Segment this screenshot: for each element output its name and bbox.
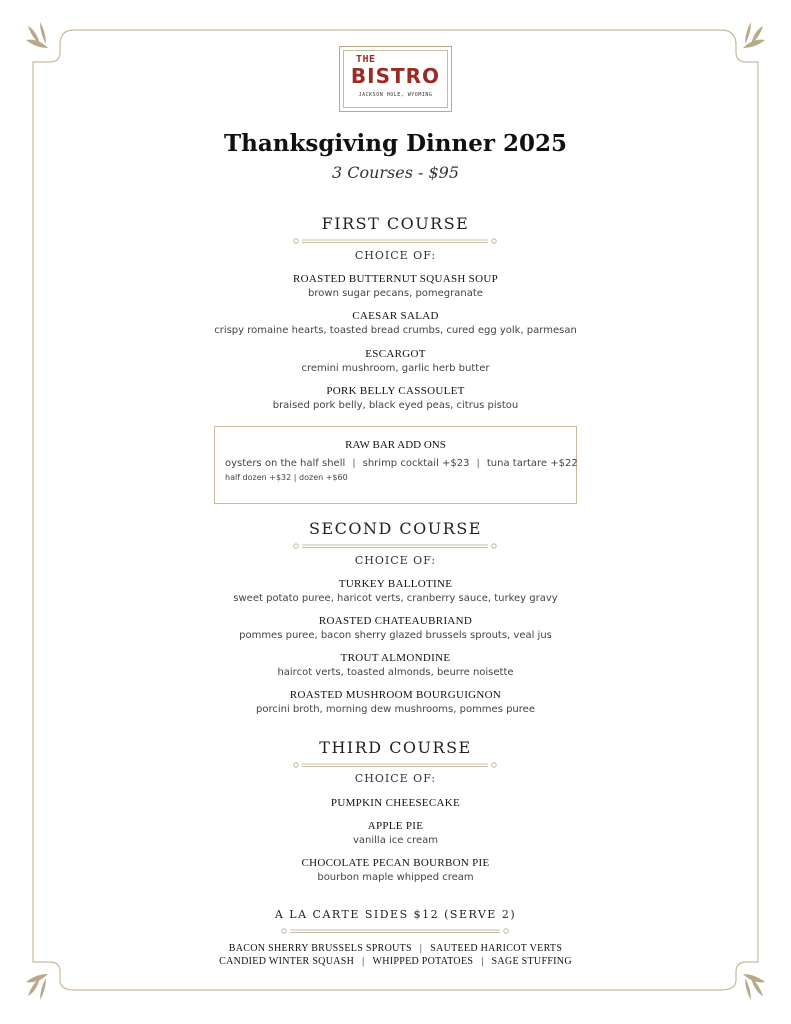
raw-bar-note: half dozen +$32 | dozen +$60 — [225, 473, 348, 482]
page-subtitle: 3 Courses - $95 — [331, 163, 460, 182]
dish-name: ESCARGOT — [365, 348, 426, 360]
dish-description: cremini mushroom, garlic herb butter — [301, 363, 490, 374]
raw-bar-item: oysters on the half shell — [225, 458, 346, 469]
separator: | — [481, 956, 484, 967]
separator: | — [419, 943, 423, 954]
separator: | — [352, 458, 356, 469]
dish-name: CAESAR SALAD — [352, 310, 439, 322]
sides-line-1 — [0, 943, 791, 954]
sides-line-2 — [0, 956, 791, 967]
corner-flourish-icon — [743, 22, 765, 48]
dish-description: braised pork belly, black eyed peas, citrus pistou — [272, 400, 519, 411]
dish-name: APPLE PIE — [367, 820, 424, 832]
separator: | — [362, 956, 365, 967]
raw-bar-item: shrimp cocktail +$23 — [362, 458, 470, 469]
dish-description: vanilla ice cream — [352, 835, 439, 846]
dish-name: ROASTED CHATEAUBRIAND — [318, 615, 473, 627]
side-item: CANDIED WINTER SQUASH — [219, 956, 355, 967]
side-item: SAGE STUFFING — [491, 956, 572, 967]
dish-name: PORK BELLY CASSOULET — [326, 385, 465, 397]
dish-description: porcini broth, morning dew mushrooms, pommes puree — [256, 704, 535, 715]
dish-description: bourbon maple whipped cream — [317, 872, 474, 883]
ornament-divider-icon — [292, 237, 498, 245]
dish-name: CHOCOLATE PECAN BOURBON PIE — [301, 857, 490, 869]
side-item: WHIPPED POTATOES — [372, 956, 474, 967]
raw-bar-item: tuna tartare +$22 — [486, 458, 578, 469]
dish-description: pommes puree, bacon sherry glazed brussels sprouts, veal jus — [239, 630, 552, 641]
first-course-choice: CHOICE OF: — [354, 249, 437, 262]
ornament-divider-icon — [292, 542, 498, 550]
dish-description: haircot verts, toasted almonds, beurre noisette — [277, 667, 514, 678]
second-course-heading: SECOND COURSE — [309, 519, 482, 538]
third-course-choice: CHOICE OF: — [354, 772, 437, 785]
corner-flourish-icon — [26, 22, 48, 48]
logo-location: JACKSON HOLE, WYOMING — [358, 92, 433, 98]
ornament-divider-icon — [280, 927, 510, 935]
raw-bar-items — [225, 458, 578, 469]
raw-bar-title: RAW BAR ADD ONS — [345, 439, 446, 451]
raw-bar-box — [214, 426, 577, 504]
dish-description: crispy romaine hearts, toasted bread crumbs, cured egg yolk, parmesan — [214, 325, 577, 336]
bistro-logo — [339, 46, 452, 112]
side-item: BACON SHERRY BRUSSELS SPROUTS — [228, 943, 412, 954]
logo-name: BISTRO — [350, 64, 441, 88]
page-title: Thanksgiving Dinner 2025 — [224, 130, 567, 157]
sides-heading: A LA CARTE SIDES $12 (SERVE 2) — [274, 908, 517, 921]
dish-description: brown sugar pecans, pomegranate — [308, 288, 483, 299]
third-course-heading: THIRD COURSE — [319, 738, 472, 757]
dish-name: ROASTED BUTTERNUT SQUASH SOUP — [293, 273, 498, 285]
side-item: SAUTEED HARICOT VERTS — [430, 943, 563, 954]
dish-name: ROASTED MUSHROOM BOURGUIGNON — [289, 689, 502, 701]
dish-name: TROUT ALMONDINE — [340, 652, 451, 664]
dish-name: TURKEY BALLOTINE — [338, 578, 453, 590]
corner-flourish-icon — [26, 974, 48, 1000]
ornament-divider-icon — [292, 761, 498, 769]
first-course-heading: FIRST COURSE — [321, 214, 470, 233]
separator: | — [476, 458, 480, 469]
dish-description: sweet potato puree, haricot verts, cranberry sauce, turkey gravy — [233, 593, 558, 604]
dish-name: PUMPKIN CHEESECAKE — [330, 797, 461, 809]
second-course-choice: CHOICE OF: — [354, 554, 437, 567]
corner-flourish-icon — [743, 974, 765, 1000]
logo-the: THE — [356, 54, 376, 65]
